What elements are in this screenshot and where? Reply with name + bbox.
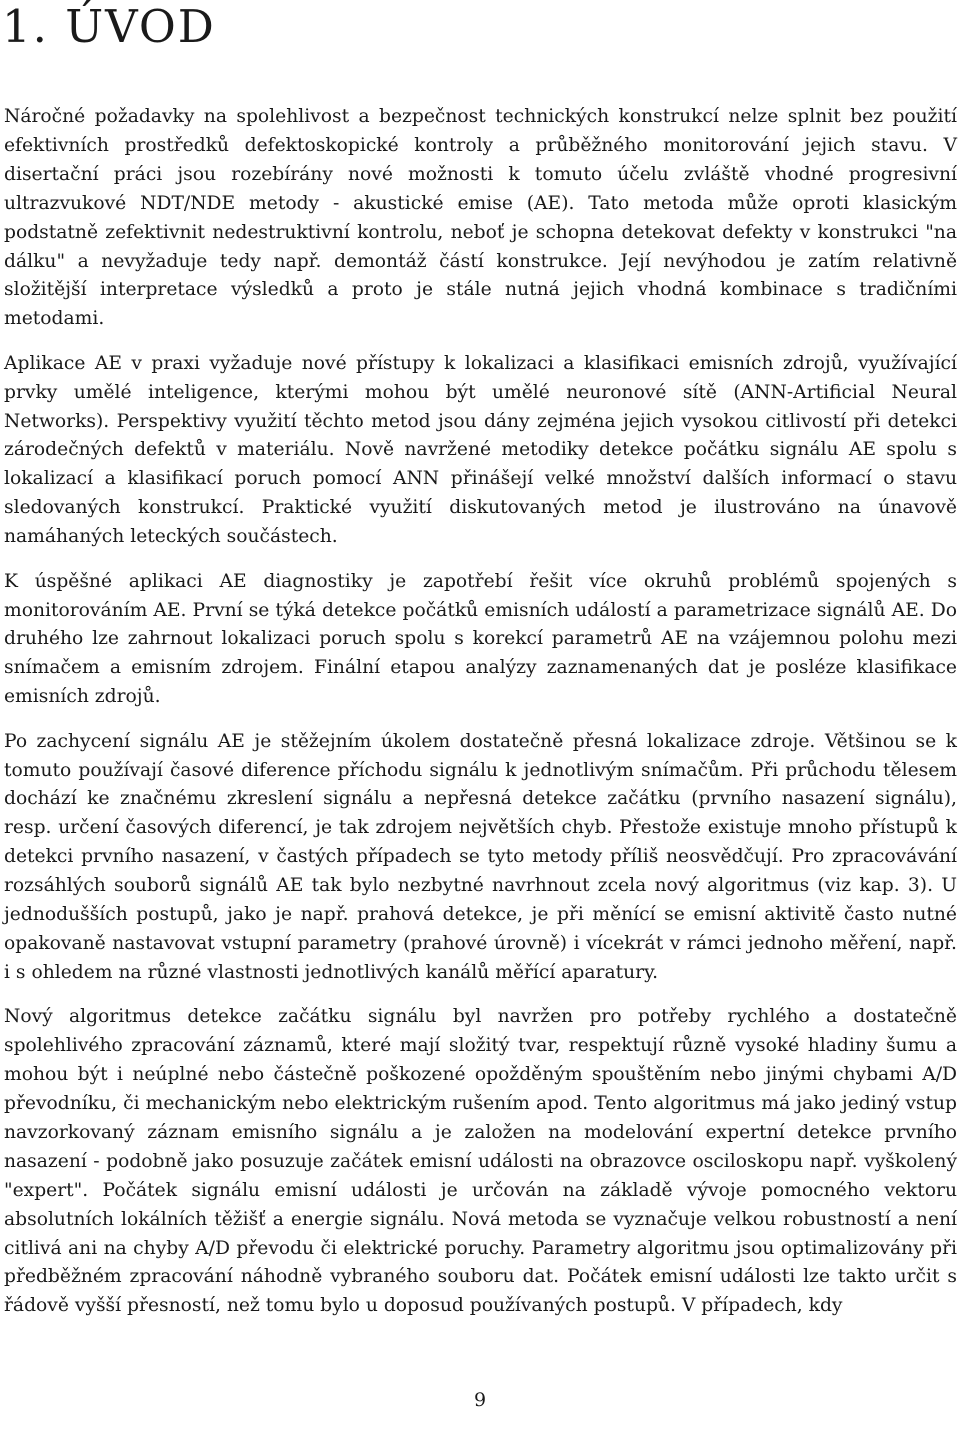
body-text [4,103,957,1337]
page-number: 9 [473,1389,487,1411]
chapter-heading: 1. ÚVOD [2,0,216,53]
paragraph-2: Aplikace AE v praxi vyžaduje nové přístupy k lokalizaci a klasifikaci emisních zdrojů, využívající prvky umělé inteligence, kterými mohou být umělé neuronové sítě (ANN-Artificial Neural Networks). Perspektivy využití těchto metod jsou dány zejména jejich vysokou citlivostí při detekci zárodečných defektů v materiálu. Nově navržené metodiky detekce počátku signálu AE spolu s lokalizací a klasifikací poruch pomocí ANN přinášejí velké množství dalších informací o stavu sledovaných konstrukcí. Praktické využití diskutovaných metod je ilustrováno na únavově namáhaných leteckých součástech. [4,352,957,548]
paragraph-1: Náročné požadavky na spolehlivost a bezpečnost technických konstrukcí nelze splnit bez použití efektivních prostředků defektoskopické kontroly a průběžného monitorování jejich stavu. V disertační práci jsou rozebírány nové možnosti k tomuto účelu zvláště vhodné progresivní ultrazvukové NDT/NDE metody - akustické emise (AE). Tato metoda může oproti klasickým podstatně zefektivnit nedestruktivní kontrolu, neboť je schopna detekovat defekty v konstrukci "na dálku" a nevyžaduje tedy např. demontáž částí konstrukce. Její nevýhodou je zatím relativně složitější interpretace výsledků a proto je stále nutná jejich vhodná kombinace s tradičními metodami. [4,106,957,330]
paragraph-4: Po zachycení signálu AE je stěžejním úkolem dostatečně přesná lokalizace zdroje. Většinou se k tomuto používají časové diference příchodu signálu k jednotlivým snímačům. Při průchodu tělesem dochází ke značnému zkreslení signálu a nepřesná detekce začátku (prvního nasazení signálu), resp. určení časových diferencí, je tak zdrojem největších chyb. Přestože existuje mnoho přístupů k detekci prvního nasazení, v častých případech se tyto metody příliš neosvědčují. Pro zpracovávání rozsáhlých souborů signálů AE tak bylo nezbytné navrhnout zcela nový algoritmus (viz kap. 3). U jednodušších postupů, jako je např. prahová detekce, je při měnící se emisní aktivitě často nutné opakovaně nastavovat vstupní parametry (prahové úrovně) i vícekrát v rámci jednoho měření, např. i s ohledem na různé vlastnosti jednotlivých kanálů měřící aparatury. [4,730,957,983]
paragraph-3: K úspěšné aplikaci AE diagnostiky je zapotřebí řešit více okruhů problémů spojených s monitorováním AE. První se týká detekce počátků emisních událostí a parametrizace signálů AE. Do druhého lze zahrnout lokalizaci poruch spolu s korekcí parametrů AE na vzájemnou polohu mezi snímačem a emisním zdrojem. Finální etapou analýzy zaznamenaných dat je posléze klasifikace emisních zdrojů. [4,570,957,708]
paragraph-5: Nový algoritmus detekce začátku signálu byl navržen pro potřeby rychlého a dostatečně spolehlivého zpracování záznamů, které mají složitý tvar, respektují různě vysoké hladiny šumu a mohou být i neúplné nebo částečně poškozené opožděným spouštěním nebo jinými chybami A/D převodníku, či mechanickým nebo elektrickým rušením apod. Tento algoritmus má jako jediný vstup navzorkovaný záznam emisního signálu a je založen na modelování expertní detekce prvního nasazení - podobně jako posuzuje začátek emisní události na obrazovce osciloskopu např. vyškolený "expert". Počátek signálu emisní události je určován na základě vývoje pomocného vektoru absolutních lokálních těžišť a energie signálu. Nová metoda se vyznačuje velkou robustností a není citlivá ani na chyby A/D převodu či elektrické poruchy. Parametry algoritmu jsou optimalizovány při předběžném zpracování náhodně vybraného souboru dat. Počátek emisní události lze takto určit s řádově vyšší přesností, než tomu bylo u doposud používaných postupů. V případech, kdy [4,1006,957,1317]
